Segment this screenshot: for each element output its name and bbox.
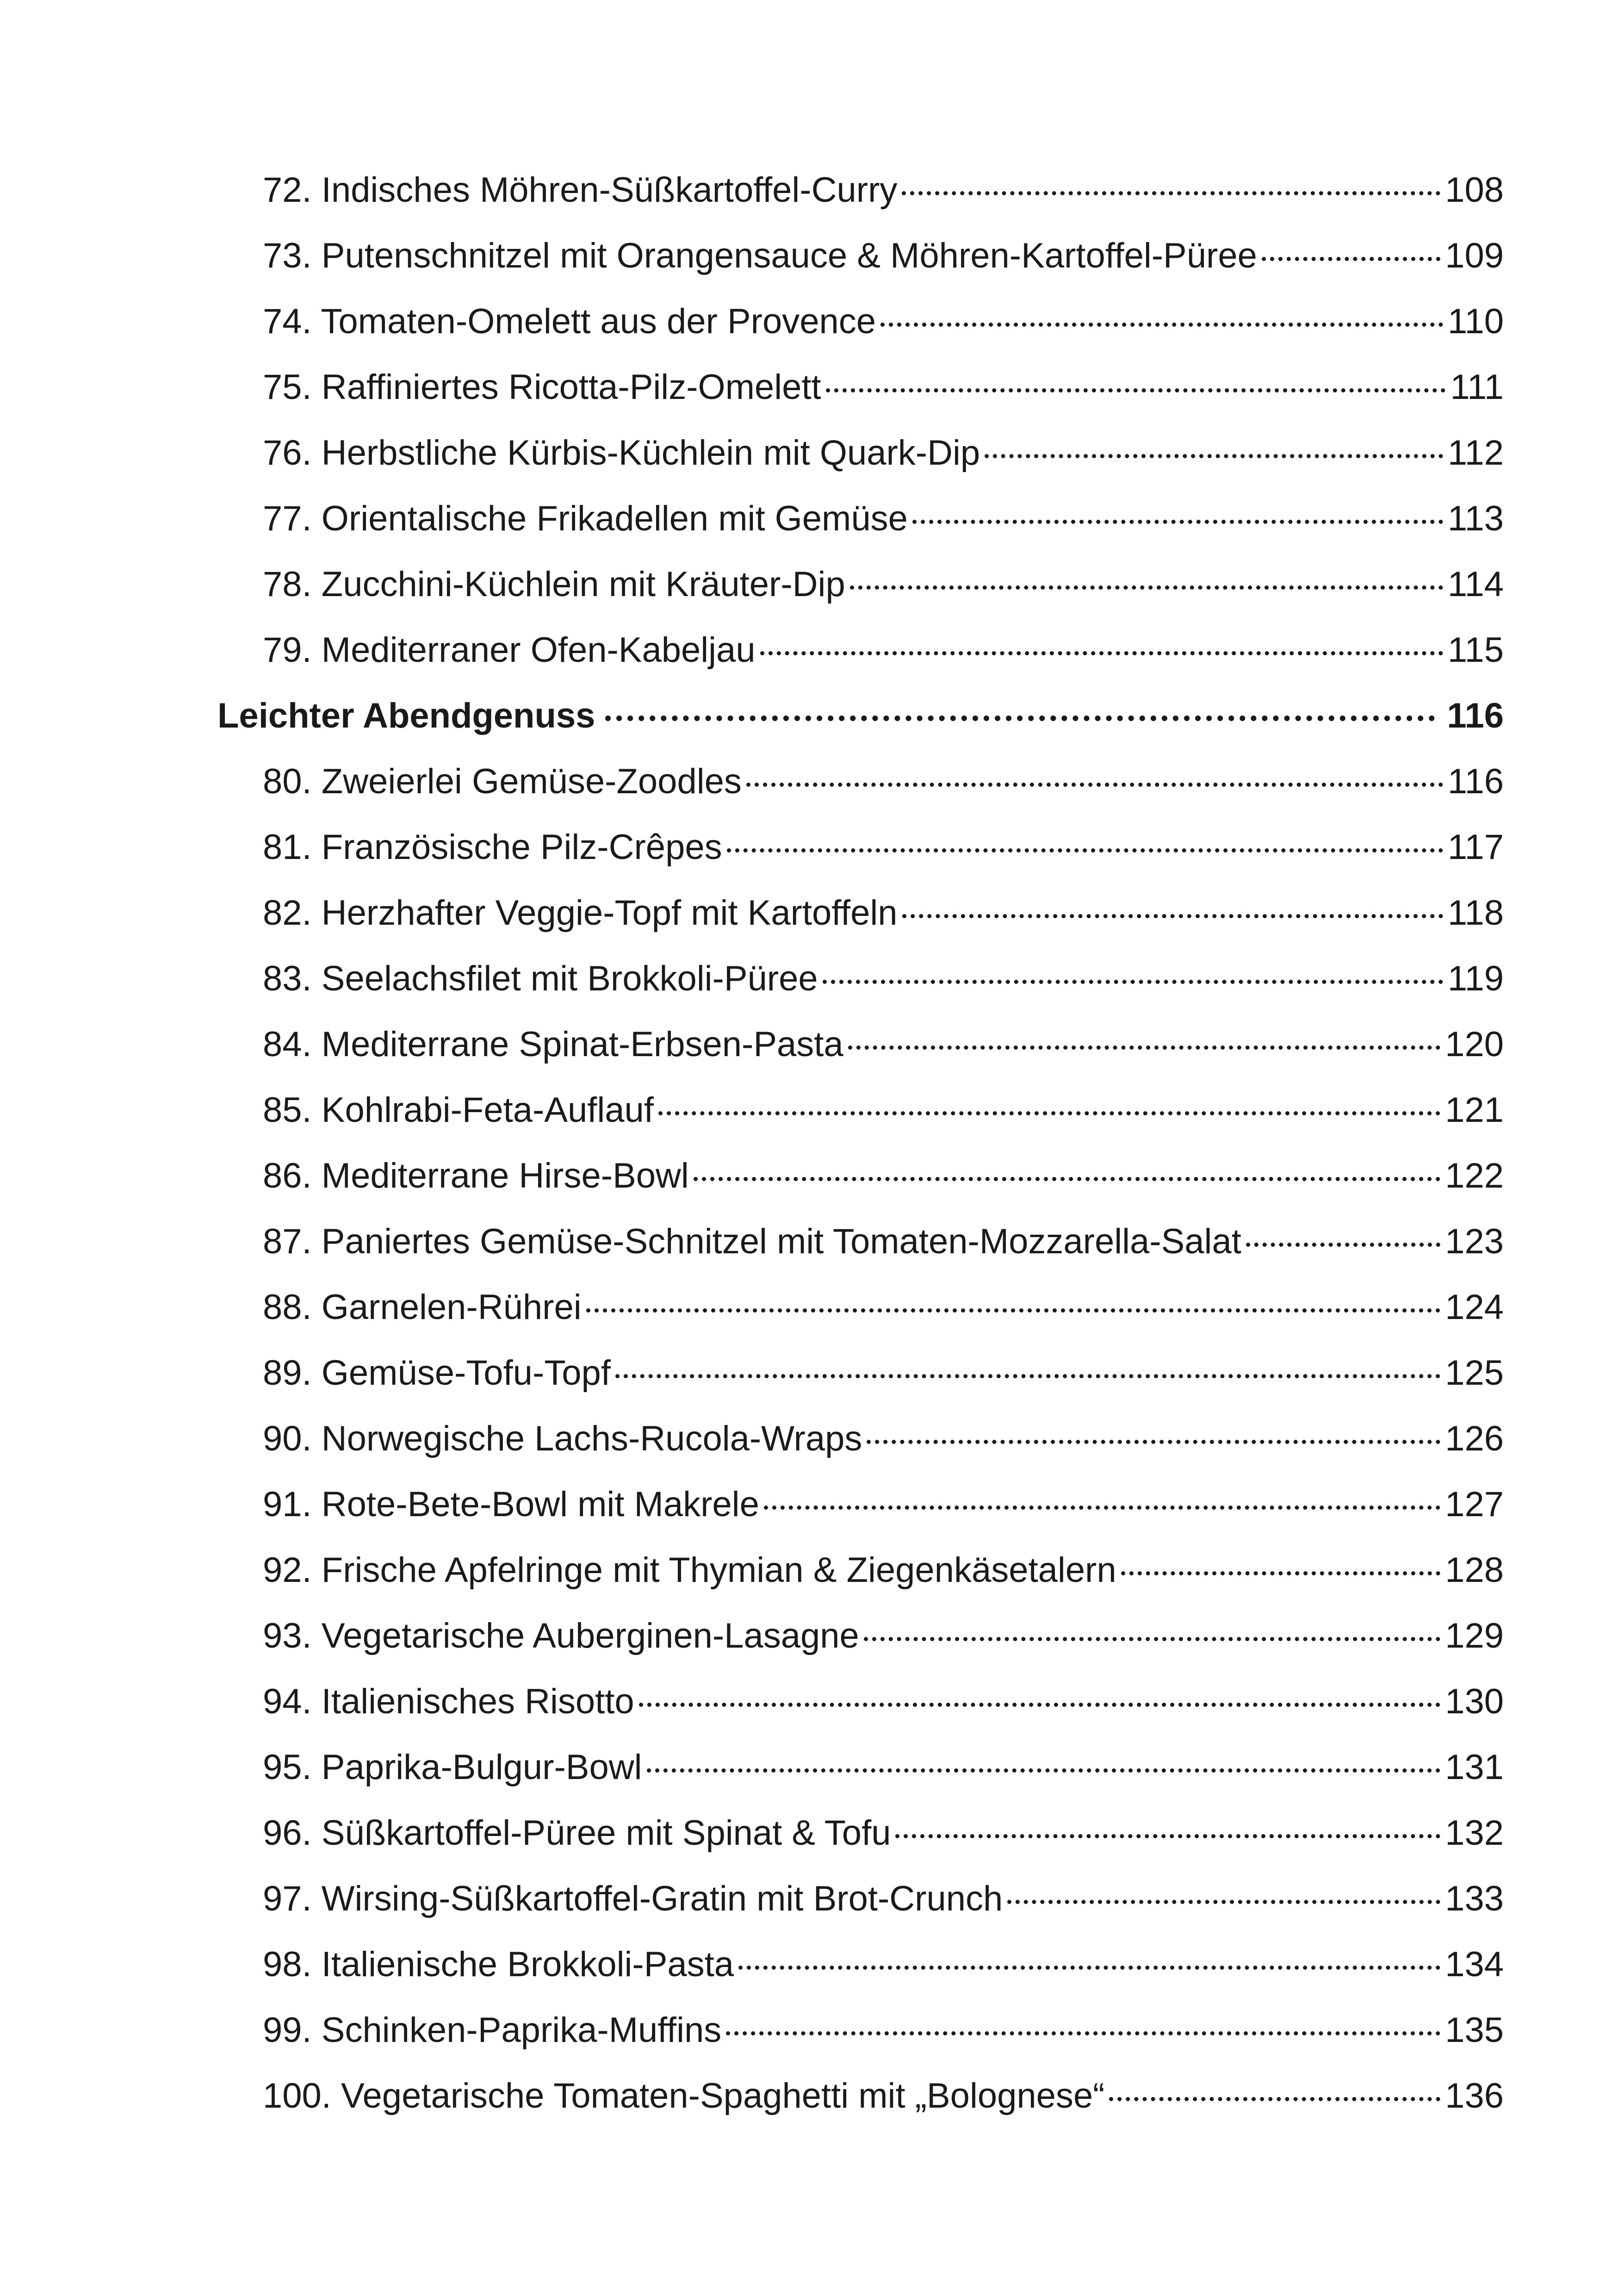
table-of-contents: [217, 157, 1504, 2129]
toc-entry[interactable]: [217, 749, 1504, 815]
toc-section-heading[interactable]: [217, 683, 1504, 749]
dot-leader: [850, 585, 1443, 590]
dot-leader: [848, 1045, 1441, 1050]
recipe-title: 72. Indisches Möhren-Süßkartoffel-Curry: [263, 170, 898, 210]
page-number: 115: [1447, 630, 1504, 670]
page-number: 127: [1445, 1485, 1504, 1524]
page-number: 118: [1447, 893, 1504, 933]
toc-entry[interactable]: [217, 1340, 1504, 1406]
recipe-title: 73. Putenschnitzel mit Orangensauce & Möhren-Kartoffel-Püree: [263, 236, 1257, 275]
recipe-title: 86. Mediterrane Hirse-Bowl: [263, 1156, 689, 1195]
section-title: Leichter Abendgenuss: [217, 696, 595, 735]
recipe-title: 79. Mediterraner Ofen-Kabeljau: [263, 630, 756, 670]
toc-entry[interactable]: [217, 1669, 1504, 1735]
recipe-title: 99. Schinken-Paprika-Muffins: [263, 2010, 722, 2050]
page-number: 121: [1445, 1090, 1504, 1130]
dot-leader: [826, 388, 1446, 392]
recipe-title: 96. Süßkartoffel-Püree mit Spinat & Tofu: [263, 1813, 891, 1853]
page-number: 108: [1445, 170, 1504, 210]
page-number: 131: [1445, 1748, 1504, 1787]
page-number: 136: [1445, 2076, 1504, 2116]
page-number: 116: [1447, 696, 1504, 735]
dot-leader: [639, 1703, 1441, 1707]
toc-entry[interactable]: [217, 1997, 1504, 2063]
toc-entry[interactable]: [217, 617, 1504, 683]
recipe-title: 77. Orientalische Frikadellen mit Gemüse: [263, 499, 908, 538]
toc-entry[interactable]: [217, 1866, 1504, 1932]
dot-leader: [605, 716, 1435, 721]
toc-entry[interactable]: [217, 1143, 1504, 1209]
recipe-title: 81. Französische Pilz-Crêpes: [263, 828, 722, 867]
page-number: 122: [1445, 1156, 1504, 1195]
recipe-title: 87. Paniertes Gemüse-Schnitzel mit Tomaten-Mozzarella-Salat: [263, 1222, 1241, 1261]
page-number: 135: [1445, 2010, 1504, 2050]
page-number: 128: [1445, 1550, 1504, 1590]
toc-entry[interactable]: [217, 355, 1504, 420]
dot-leader: [895, 1834, 1440, 1838]
dot-leader: [1109, 2097, 1440, 2101]
dot-leader: [746, 783, 1443, 787]
dot-leader: [1246, 1243, 1440, 1247]
recipe-title: 74. Tomaten-Omelett aus der Provence: [263, 302, 876, 341]
toc-entry[interactable]: [217, 223, 1504, 289]
recipe-title: 84. Mediterrane Spinat-Erbsen-Pasta: [263, 1025, 843, 1064]
recipe-title: 97. Wirsing-Süßkartoffel-Gratin mit Brot-Crunch: [263, 1879, 1003, 1918]
recipe-title: 93. Vegetarische Auberginen-Lasagne: [263, 1616, 859, 1655]
page-number: 116: [1447, 762, 1504, 801]
dot-leader: [823, 980, 1443, 984]
toc-entry[interactable]: [217, 1209, 1504, 1275]
recipe-title: 94. Italienisches Risotto: [263, 1682, 634, 1721]
toc-entry[interactable]: [217, 1800, 1504, 1866]
recipe-title: 89. Gemüse-Tofu-Topf: [263, 1353, 611, 1393]
toc-entry[interactable]: [217, 1012, 1504, 1077]
recipe-title: 92. Frische Apfelringe mit Thymian & Ziegenkäsetalern: [263, 1550, 1116, 1590]
toc-entry[interactable]: [217, 815, 1504, 880]
toc-entry[interactable]: [217, 1406, 1504, 1472]
dot-leader: [738, 1966, 1440, 1970]
dot-leader: [1007, 1900, 1440, 1904]
dot-leader: [867, 1440, 1440, 1444]
toc-entry[interactable]: [217, 1537, 1504, 1603]
page-number: 109: [1445, 236, 1504, 275]
toc-entry[interactable]: [217, 1077, 1504, 1143]
page-number: 111: [1450, 367, 1504, 407]
recipe-title: 100. Vegetarische Tomaten-Spaghetti mit „Bolognese“: [263, 2076, 1105, 2116]
toc-entry[interactable]: [217, 289, 1504, 355]
page-number: 113: [1447, 499, 1504, 538]
recipe-title: 95. Paprika-Bulgur-Bowl: [263, 1748, 642, 1787]
recipe-title: 83. Seelachsfilet mit Brokkoli-Püree: [263, 959, 818, 998]
dot-leader: [1121, 1571, 1441, 1575]
toc-entry[interactable]: [217, 1932, 1504, 1997]
recipe-title: 90. Norwegische Lachs-Rucola-Wraps: [263, 1419, 862, 1458]
dot-leader: [586, 1308, 1441, 1313]
recipe-title: 91. Rote-Bete-Bowl mit Makrele: [263, 1485, 759, 1524]
page-number: 133: [1445, 1879, 1504, 1918]
dot-leader: [726, 2031, 1440, 2035]
page-number: 117: [1447, 828, 1504, 867]
dot-leader: [912, 520, 1443, 524]
toc-entry[interactable]: [217, 1472, 1504, 1537]
dot-leader: [880, 323, 1443, 327]
dot-leader: [694, 1177, 1440, 1181]
toc-entry[interactable]: [217, 157, 1504, 223]
toc-entry[interactable]: [217, 486, 1504, 552]
recipe-title: 75. Raffiniertes Ricotta-Pilz-Omelett: [263, 367, 821, 407]
recipe-title: 78. Zucchini-Küchlein mit Kräuter-Dip: [263, 565, 845, 604]
page-number: 130: [1445, 1682, 1504, 1721]
toc-entry[interactable]: [217, 1735, 1504, 1800]
dot-leader: [985, 454, 1443, 458]
dot-leader: [647, 1768, 1441, 1773]
toc-entry[interactable]: [217, 1603, 1504, 1669]
page-number: 110: [1447, 302, 1504, 341]
dot-leader: [764, 1506, 1440, 1510]
toc-entry[interactable]: [217, 880, 1504, 946]
dot-leader: [615, 1374, 1440, 1378]
page-number: 114: [1447, 565, 1504, 604]
recipe-title: 98. Italienische Brokkoli-Pasta: [263, 1945, 734, 1984]
dot-leader: [727, 848, 1443, 852]
recipe-title: 85. Kohlrabi-Feta-Auflauf: [263, 1090, 654, 1130]
recipe-title: 80. Zweierlei Gemüse-Zoodles: [263, 762, 742, 801]
page-number: 124: [1445, 1288, 1504, 1327]
toc-entry[interactable]: [217, 1275, 1504, 1340]
recipe-title: 82. Herzhafter Veggie-Topf mit Kartoffeln: [263, 893, 898, 933]
dot-leader: [902, 191, 1440, 195]
recipe-title: 76. Herbstliche Kürbis-Küchlein mit Quark-Dip: [263, 433, 980, 473]
dot-leader: [864, 1637, 1440, 1641]
page-number: 129: [1445, 1616, 1504, 1655]
page-number: 119: [1447, 959, 1504, 998]
page-number: 125: [1445, 1353, 1504, 1393]
dot-leader: [760, 651, 1443, 655]
dot-leader: [1262, 257, 1440, 261]
page-number: 132: [1445, 1813, 1504, 1853]
page-number: 123: [1445, 1222, 1504, 1261]
toc-entry[interactable]: [217, 946, 1504, 1012]
recipe-title: 88. Garnelen-Rührei: [263, 1288, 582, 1327]
dot-leader: [658, 1111, 1440, 1115]
dot-leader: [902, 914, 1443, 918]
toc-entry[interactable]: [217, 552, 1504, 617]
page-number: 134: [1445, 1945, 1504, 1984]
toc-entry[interactable]: [217, 420, 1504, 486]
page-number: 126: [1445, 1419, 1504, 1458]
page-number: 120: [1445, 1025, 1504, 1064]
page-number: 112: [1447, 433, 1504, 473]
toc-entry[interactable]: [217, 2063, 1504, 2129]
